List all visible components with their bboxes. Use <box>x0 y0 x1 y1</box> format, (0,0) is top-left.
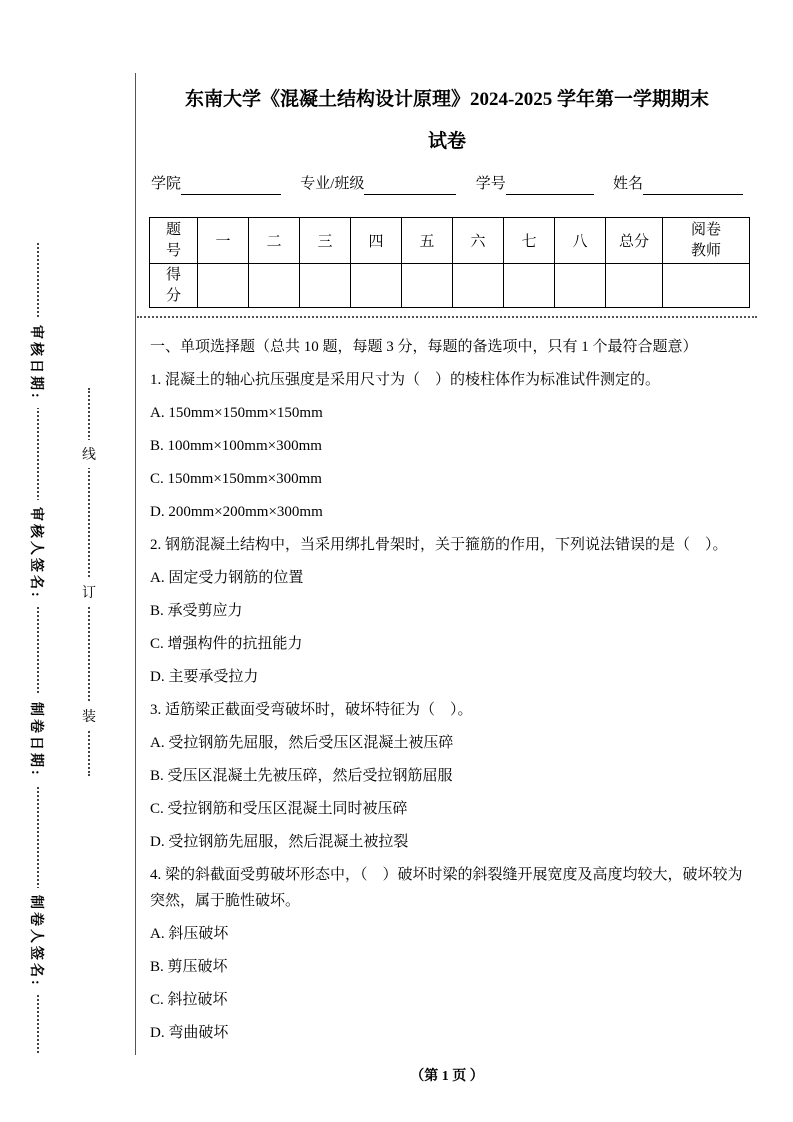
score-table <box>149 217 750 308</box>
field-major-class-label: 专业/班级 <box>300 176 365 192</box>
question-option: D. 弯曲破坏 <box>150 1025 229 1041</box>
binding-label-reviewer-signature: 审核人签名: <box>27 500 47 607</box>
score-cell <box>504 264 555 308</box>
question-stem: 4. 梁的斜截面受剪破坏形态中，（ ）破坏时梁的斜裂缝开展宽度及高度均较大，破坏较为突然，属于脆性破坏。 <box>150 867 743 909</box>
binding-label-paper-date: 制卷日期: <box>27 695 47 785</box>
question-option: C. 斜拉破坏 <box>150 992 228 1008</box>
score-table-col-header: 二 <box>249 218 300 264</box>
question-stem: 1. 混凝土的轴心抗压强度是采用尺寸为（ ）的棱柱体作为标准试件测定的。 <box>150 372 661 388</box>
binding-label-review-date: 审核日期: <box>27 318 47 408</box>
binding-char-staple: 订 <box>78 578 100 606</box>
question-option: A. 斜压破坏 <box>150 926 229 942</box>
binding-char-line: 线 <box>78 440 100 468</box>
question-block <box>137 862 757 1046</box>
question-block <box>137 532 757 690</box>
question-option: A. 受拉钢筋先屈服，然后受压区混凝土被压碎 <box>150 735 454 751</box>
field-major-class <box>300 173 456 195</box>
question-option: B. 100mm×100mm×300mm <box>150 438 322 454</box>
question-option: D. 主要承受拉力 <box>150 669 259 685</box>
question-stem: 2. 钢筋混凝土结构中，当采用绑扎骨架时，关于箍筋的作用，下列说法错误的是（ ）。 <box>150 537 728 553</box>
score-table-total-header: 总分 <box>606 218 663 264</box>
question-stem: 3. 适筋梁正截面受弯破坏时，破坏特征为（ ）。 <box>150 702 473 718</box>
field-college <box>151 173 281 195</box>
question-option: D. 受拉钢筋先屈服，然后混凝土被拉裂 <box>150 834 409 850</box>
exam-title-line1: 东南大学《混凝土结构设计原理》2024-2025 学年第一学期期末 <box>184 89 710 110</box>
field-name-blank <box>643 178 743 195</box>
exam-title-line2: 试卷 <box>427 131 466 152</box>
field-name-label: 姓名 <box>612 176 643 192</box>
score-table-grader-header: 阅卷教师 <box>663 218 750 264</box>
binding-char-bind: 装 <box>78 702 100 730</box>
content-left-rule <box>135 73 136 1055</box>
score-table-col-header: 三 <box>300 218 351 264</box>
question-option: B. 剪压破坏 <box>150 959 228 975</box>
question-option: A. 固定受力钢筋的位置 <box>150 570 304 586</box>
score-table-col-header: 五 <box>402 218 453 264</box>
field-student-id-label: 学号 <box>475 176 506 192</box>
field-college-label: 学院 <box>151 176 182 192</box>
score-cell-total <box>606 264 663 308</box>
score-table-col-header: 七 <box>504 218 555 264</box>
field-student-id <box>476 173 594 195</box>
score-cell <box>351 264 402 308</box>
question-option: C. 150mm×150mm×300mm <box>150 471 322 487</box>
score-table-col-header: 八 <box>555 218 606 264</box>
score-cell <box>555 264 606 308</box>
score-table-score-row-label: 得分 <box>150 264 198 308</box>
student-info-line <box>151 173 743 195</box>
score-cell-grader <box>663 264 750 308</box>
score-table-question-row-label: 题号 <box>150 218 198 264</box>
binding-label-paper-maker-signature: 制卷人签名: <box>27 888 47 995</box>
field-name <box>613 173 743 195</box>
section-title: 一、单项选择题（总共 10 题，每题 3 分，每题的备选项中，只有 1 个最符合题意） <box>150 339 698 355</box>
question-option: D. 200mm×200mm×300mm <box>150 504 323 520</box>
field-student-id-blank <box>506 178 594 195</box>
score-cell <box>402 264 453 308</box>
field-college-blank <box>181 178 281 195</box>
page-number: （第 1 页 ） <box>410 1069 484 1084</box>
question-block <box>137 697 757 855</box>
question-option: B. 承受剪应力 <box>150 603 243 619</box>
score-table-col-header: 一 <box>198 218 249 264</box>
question-option: C. 受拉钢筋和受压区混凝土同时被压碎 <box>150 801 408 817</box>
score-cell <box>453 264 504 308</box>
question-option: C. 增强构件的抗扭能力 <box>150 636 303 652</box>
score-cell <box>300 264 351 308</box>
dotted-separator <box>137 316 757 318</box>
score-cell <box>198 264 249 308</box>
question-option: B. 受压区混凝土先被压碎，然后受拉钢筋屈服 <box>150 768 453 784</box>
field-major-class-blank <box>364 178 456 195</box>
score-table-col-header: 六 <box>453 218 504 264</box>
score-cell <box>249 264 300 308</box>
exam-paper <box>137 75 757 1053</box>
question-option: A. 150mm×150mm×150mm <box>150 405 323 421</box>
score-table-col-header: 四 <box>351 218 402 264</box>
question-block <box>137 367 757 525</box>
